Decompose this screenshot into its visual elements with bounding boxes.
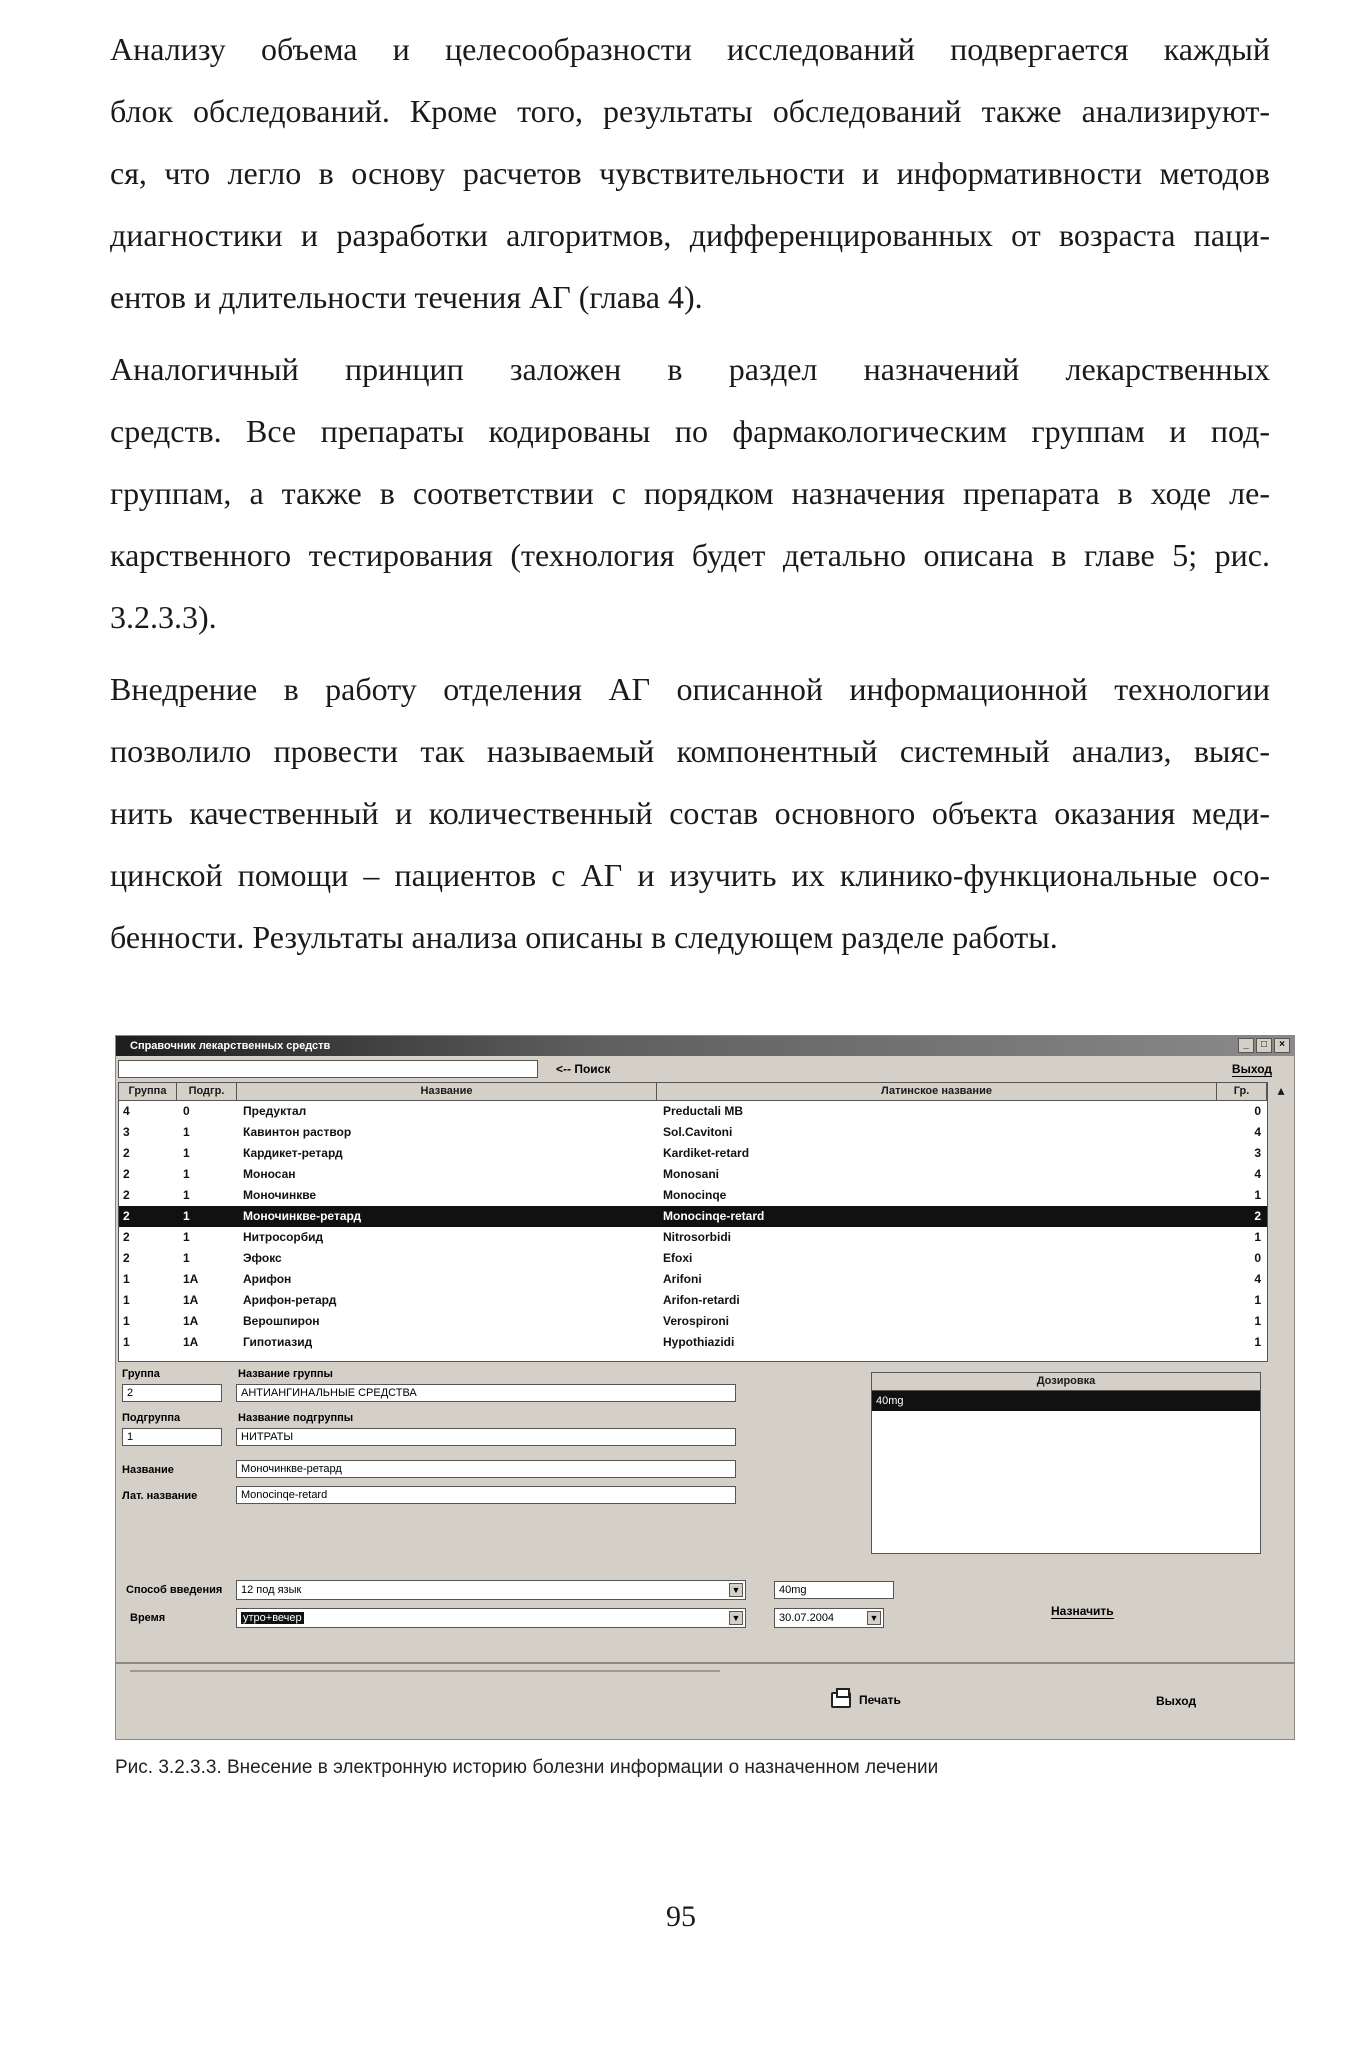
text-line: ся, что легло в основу расчетов чувствительности и информативности методов [110, 155, 1270, 191]
text-line: позволило провести так называемый компонентный системный анализ, выяс- [110, 733, 1270, 769]
table-row[interactable] [119, 1185, 1267, 1206]
maximize-button[interactable]: □ [1256, 1038, 1272, 1053]
minimize-button[interactable]: _ [1238, 1038, 1254, 1053]
page-number: 95 [666, 1900, 696, 1933]
drug-reference-window [115, 1035, 1295, 1740]
cell-group: 1 [123, 1335, 130, 1349]
group-label: Группа [122, 1368, 160, 1380]
dosage-item-selected[interactable]: 40mg [872, 1391, 1260, 1411]
cell-subgroup: 1А [183, 1314, 199, 1328]
cell-name: Нитросорбид [243, 1230, 324, 1244]
cell-group: 4 [123, 1104, 130, 1118]
column-header-latin[interactable]: Латинское название [657, 1083, 1217, 1100]
route-value: 12 под язык [241, 1584, 302, 1596]
cell-subgroup: 1 [183, 1188, 190, 1202]
cell-group: 2 [123, 1167, 130, 1181]
cell-latin: Arifon-retardi [663, 1293, 740, 1307]
cell-gr: 4 [1254, 1125, 1261, 1139]
cell-group: 3 [123, 1125, 130, 1139]
cell-subgroup: 1А [183, 1272, 199, 1286]
cell-gr: 1 [1254, 1335, 1261, 1349]
text-line: бенности. Результаты анализа описаны в следующем разделе работы. [110, 919, 1058, 955]
time-label: Время [130, 1612, 166, 1624]
dose-field[interactable]: 40mg [774, 1581, 894, 1599]
text-line: карственного тестирования (технология будет детально описана в главе 5; рис. [110, 537, 1270, 573]
window-title: Справочник лекарственных средств [130, 1040, 331, 1052]
cell-gr: 4 [1254, 1167, 1261, 1181]
table-row[interactable] [119, 1248, 1267, 1269]
cell-name: Арифон-ретард [243, 1293, 337, 1307]
cell-gr: 0 [1254, 1104, 1261, 1118]
subgroup-label: Подгруппа [122, 1412, 181, 1424]
cell-subgroup: 1 [183, 1230, 190, 1244]
cell-group: 2 [123, 1209, 130, 1223]
cell-name: Эфокс [243, 1251, 282, 1265]
cell-latin: Verospironi [663, 1314, 730, 1328]
time-value: утро+вечер [243, 1612, 302, 1624]
cell-latin: Preductali MB [663, 1104, 744, 1118]
chevron-down-icon[interactable]: ▼ [729, 1611, 743, 1625]
cell-subgroup: 1 [183, 1167, 190, 1181]
table-row[interactable] [119, 1290, 1267, 1311]
table-scrollbar[interactable] [1270, 1082, 1292, 1362]
cell-gr: 1 [1254, 1188, 1261, 1202]
cell-name: Верошпирон [243, 1314, 320, 1328]
cell-gr: 3 [1254, 1146, 1261, 1160]
paragraph-1 [110, 18, 1270, 328]
cell-group: 1 [123, 1314, 130, 1328]
status-field [130, 1670, 720, 1672]
text-line: Анализу объема и целесообразности исследований подвергается каждый [110, 31, 1270, 67]
prescription-controls [116, 1576, 1294, 1636]
drug-table [118, 1082, 1268, 1362]
text-line: средств. Все препараты кодированы по фармакологическим группам и под- [110, 413, 1270, 449]
column-header-gr[interactable]: Гр. [1217, 1083, 1267, 1100]
subgroup-name-label: Название подгруппы [238, 1412, 354, 1424]
window-titlebar [116, 1036, 1294, 1056]
table-header [119, 1083, 1267, 1101]
cell-gr: 1 [1254, 1230, 1261, 1244]
scroll-up-icon[interactable]: ▴ [1277, 1082, 1285, 1098]
text-line: ентов и длительности течения АГ (глава 4). [110, 279, 703, 315]
time-select[interactable] [236, 1608, 746, 1628]
cell-subgroup: 1 [183, 1125, 190, 1139]
printer-icon [831, 1692, 851, 1708]
cell-gr: 0 [1254, 1251, 1261, 1265]
text-line: Внедрение в работу отделения АГ описанной информационной технологии [110, 671, 1270, 707]
cell-name: Кавинтон раствор [243, 1125, 352, 1139]
text-line: цинской помощи – пациентов с АГ и изучить их клинико-функциональные осо- [110, 857, 1270, 893]
exit-button-top[interactable]: Выход [1231, 1062, 1272, 1076]
group-field[interactable]: 2 [122, 1384, 222, 1402]
cell-gr: 2 [1254, 1209, 1261, 1223]
cell-group: 1 [123, 1293, 130, 1307]
table-row[interactable] [119, 1269, 1267, 1290]
close-button[interactable]: × [1274, 1038, 1290, 1053]
cell-group: 1 [123, 1272, 130, 1286]
cell-name: Моносан [243, 1167, 296, 1181]
print-label: Печать [859, 1693, 901, 1707]
route-label: Способ введения [126, 1584, 223, 1596]
paragraph-2 [110, 338, 1270, 648]
table-row[interactable] [119, 1122, 1267, 1143]
figure-caption: Рис. 3.2.3.3. Внесение в электронную историю болезни информации о назначенном лечении [115, 1757, 939, 1778]
cell-latin: Sol.Cavitoni [663, 1125, 733, 1139]
assign-button[interactable]: Назначить [1051, 1604, 1114, 1618]
table-row[interactable] [119, 1311, 1267, 1332]
table-body [119, 1101, 1267, 1353]
exit-button-bottom[interactable]: Выход [1156, 1694, 1197, 1708]
search-toolbar [116, 1058, 1294, 1080]
cell-group: 2 [123, 1146, 130, 1160]
column-header-name[interactable]: Название [237, 1083, 657, 1100]
group-name-label: Название группы [238, 1368, 333, 1380]
cell-latin: Monocinqe-retard [663, 1209, 765, 1223]
cell-subgroup: 0 [183, 1104, 190, 1118]
table-row[interactable] [119, 1206, 1267, 1227]
column-header-subgroup[interactable]: Подгр. [177, 1083, 237, 1100]
name-field[interactable]: Моночинкве-ретард [236, 1460, 736, 1478]
cell-latin: Nitrosorbidi [663, 1230, 731, 1244]
column-header-group[interactable]: Группа [119, 1083, 177, 1100]
cell-latin: Arifoni [663, 1272, 702, 1286]
subgroup-field[interactable]: 1 [122, 1428, 222, 1446]
cell-latin: Hypothiazidi [663, 1335, 735, 1349]
cell-latin: Monocinqe [663, 1188, 727, 1202]
paragraph-3 [110, 658, 1270, 968]
table-row[interactable] [119, 1164, 1267, 1185]
dosage-list [871, 1372, 1261, 1554]
cell-name: Гипотиазид [243, 1335, 313, 1349]
cell-name: Предуктал [243, 1104, 307, 1118]
search-button[interactable]: <-- Поиск [556, 1062, 611, 1076]
text-line: блок обследований. Кроме того, результаты обследований также анализируют- [110, 93, 1270, 129]
cell-name: Моночинкве-ретард [243, 1209, 362, 1223]
cell-name: Арифон [243, 1272, 292, 1286]
chevron-down-icon[interactable]: ▼ [867, 1611, 881, 1625]
cell-group: 2 [123, 1251, 130, 1265]
cell-group: 2 [123, 1230, 130, 1244]
cell-subgroup: 1 [183, 1146, 190, 1160]
text-line: Аналогичный принцип заложен в раздел назначений лекарственных [110, 351, 1270, 387]
group-name-field[interactable]: АНТИАНГИНАЛЬНЫЕ СРЕДСТВА [236, 1384, 736, 1402]
cell-subgroup: 1 [183, 1209, 190, 1223]
drug-detail-form [118, 1366, 858, 1566]
cell-gr: 1 [1254, 1314, 1261, 1328]
table-row[interactable] [119, 1101, 1267, 1122]
cell-latin: Monosani [663, 1167, 719, 1181]
latin-name-label: Лат. название [122, 1490, 198, 1502]
search-input[interactable] [118, 1060, 538, 1078]
text-line: нить качественный и количественный состав основного объекта оказания меди- [110, 795, 1270, 831]
dosage-header: Дозировка [872, 1373, 1260, 1391]
cell-name: Моночинкве [243, 1188, 317, 1202]
cell-group: 2 [123, 1188, 130, 1202]
cell-latin: Kardiket-retard [663, 1146, 750, 1160]
text-line: 3.2.3.3). [110, 599, 217, 635]
subgroup-name-field[interactable]: НИТРАТЫ [236, 1428, 736, 1446]
cell-gr: 4 [1254, 1272, 1261, 1286]
date-value: 30.07.2004 [779, 1612, 835, 1624]
table-row[interactable] [119, 1227, 1267, 1248]
text-line: группам, а также в соответствии с порядком назначения препарата в ходе ле- [110, 475, 1270, 511]
cell-subgroup: 1 [183, 1251, 190, 1265]
cell-subgroup: 1А [183, 1335, 199, 1349]
figure-screenshot [115, 1035, 1295, 1740]
cell-gr: 1 [1254, 1293, 1261, 1307]
name-label: Название [122, 1464, 174, 1476]
status-bar [116, 1662, 1294, 1696]
print-button[interactable] [831, 1692, 901, 1708]
route-select[interactable] [236, 1580, 746, 1600]
text-line: диагностики и разработки алгоритмов, дифференцированных от возраста паци- [110, 217, 1270, 253]
table-row[interactable] [119, 1332, 1267, 1353]
table-row[interactable] [119, 1143, 1267, 1164]
cell-latin: Efoxi [663, 1251, 693, 1265]
cell-subgroup: 1А [183, 1293, 199, 1307]
chevron-down-icon[interactable]: ▼ [729, 1583, 743, 1597]
latin-name-field[interactable]: Monocinqe-retard [236, 1486, 736, 1504]
date-picker[interactable] [774, 1608, 884, 1628]
cell-name: Кардикет-ретард [243, 1146, 343, 1160]
